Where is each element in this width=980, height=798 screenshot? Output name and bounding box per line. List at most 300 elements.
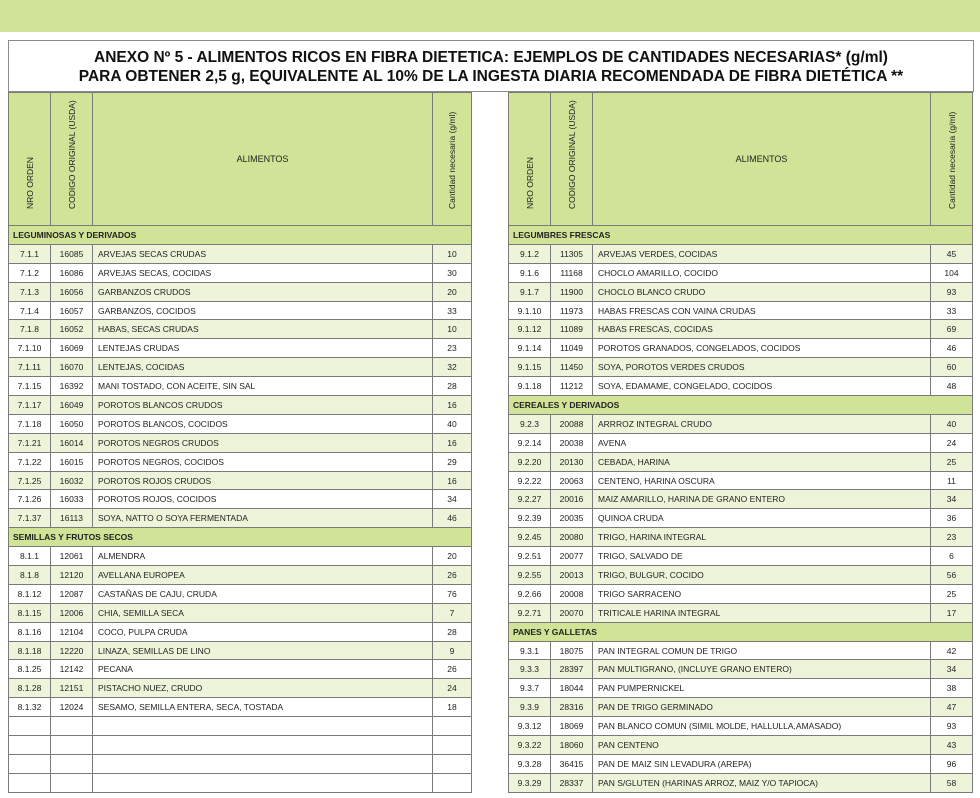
cell-nro: 7.1.26 (9, 490, 51, 509)
cell-nro: 7.1.18 (9, 414, 51, 433)
cell-code: 16014 (51, 433, 93, 452)
cell-code: 12024 (51, 698, 93, 717)
section-header-row (509, 622, 973, 641)
cell-qty: 69 (931, 320, 973, 339)
cell-food: PAN INTEGRAL COMUN DE TRIGO (593, 641, 931, 660)
cell-qty: 23 (931, 528, 973, 547)
cell-qty: 104 (931, 263, 973, 282)
section-header-row (9, 226, 472, 245)
empty-row (9, 736, 472, 755)
cell-nro: 7.1.25 (9, 471, 51, 490)
empty-cell (51, 773, 93, 792)
cell-nro: 8.1.15 (9, 603, 51, 622)
header-code: CODIGO ORIGINAL (USDA) (551, 93, 593, 226)
cell-nro: 9.2.3 (509, 414, 551, 433)
cell-code: 12220 (51, 641, 93, 660)
cell-code: 20080 (551, 528, 593, 547)
table-row (509, 509, 973, 528)
table-row (509, 358, 973, 377)
table-row (9, 320, 472, 339)
cell-qty: 34 (931, 660, 973, 679)
cell-food: AVELLANA EUROPEA (93, 566, 433, 585)
cell-nro: 7.1.17 (9, 396, 51, 415)
cell-qty: 32 (433, 358, 472, 377)
cell-food: CASTAÑAS DE CAJU, CRUDA (93, 584, 433, 603)
table-row (9, 339, 472, 358)
cell-code: 20088 (551, 414, 593, 433)
table-row (9, 641, 472, 660)
cell-code: 20016 (551, 490, 593, 509)
cell-nro: 7.1.22 (9, 452, 51, 471)
table-row (9, 584, 472, 603)
cell-food: HABAS FRESCAS, COCIDAS (593, 320, 931, 339)
cell-nro: 9.1.12 (509, 320, 551, 339)
cell-food: PAN BLANCO COMUN (SIMIL MOLDE, HALLULLA,AMASADO) (593, 717, 931, 736)
table-row (9, 433, 472, 452)
cell-qty: 29 (433, 452, 472, 471)
table-row (509, 603, 973, 622)
cell-nro: 7.1.37 (9, 509, 51, 528)
cell-code: 16033 (51, 490, 93, 509)
cell-code: 16113 (51, 509, 93, 528)
cell-code: 11973 (551, 301, 593, 320)
cell-code: 11305 (551, 244, 593, 263)
empty-cell (51, 754, 93, 773)
cell-nro: 9.3.1 (509, 641, 551, 660)
table-row (509, 339, 973, 358)
cell-food: POROTOS NEGROS CRUDOS (93, 433, 433, 452)
cell-nro: 9.1.15 (509, 358, 551, 377)
cell-nro: 9.2.51 (509, 547, 551, 566)
cell-code: 16069 (51, 339, 93, 358)
cell-qty: 47 (931, 698, 973, 717)
cell-food: TRIGO, SALVADO DE (593, 547, 931, 566)
cell-code: 16086 (51, 263, 93, 282)
section-title: LEGUMINOSAS Y DERIVADOS (9, 226, 472, 245)
cell-nro: 9.3.22 (509, 736, 551, 755)
cell-qty: 16 (433, 471, 472, 490)
table-row (509, 754, 973, 773)
cell-code: 11900 (551, 282, 593, 301)
empty-cell (51, 717, 93, 736)
cell-code: 11089 (551, 320, 593, 339)
cell-nro: 9.1.10 (509, 301, 551, 320)
section-header-row (509, 396, 973, 415)
cell-nro: 9.3.7 (509, 679, 551, 698)
section-title: LEGUMBRES FRESCAS (509, 226, 973, 245)
table-row (509, 263, 973, 282)
cell-code: 12087 (51, 584, 93, 603)
cell-food: SESAMO, SEMILLA ENTERA, SECA, TOSTADA (93, 698, 433, 717)
cell-food: LENTEJAS CRUDAS (93, 339, 433, 358)
cell-qty: 11 (931, 471, 973, 490)
cell-code: 20077 (551, 547, 593, 566)
cell-code: 16032 (51, 471, 93, 490)
cell-qty: 24 (931, 433, 973, 452)
table-row (9, 263, 472, 282)
cell-nro: 9.3.28 (509, 754, 551, 773)
cell-nro: 9.2.55 (509, 566, 551, 585)
section-title: PANES Y GALLETAS (509, 622, 973, 641)
table-row (509, 377, 973, 396)
cell-nro: 7.1.21 (9, 433, 51, 452)
empty-cell (93, 717, 433, 736)
cell-nro: 7.1.3 (9, 282, 51, 301)
cell-code: 12142 (51, 660, 93, 679)
cell-food: TRITICALE HARINA INTEGRAL (593, 603, 931, 622)
cell-qty: 46 (931, 339, 973, 358)
cell-food: PAN MULTIGRANO, (INCLUYE GRANO ENTERO) (593, 660, 931, 679)
cell-code: 20070 (551, 603, 593, 622)
table-row (509, 452, 973, 471)
table-row (509, 528, 973, 547)
cell-nro: 9.2.14 (509, 433, 551, 452)
cell-code: 12151 (51, 679, 93, 698)
header-nro: NRO ORDEN (9, 93, 51, 226)
table-row (9, 377, 472, 396)
cell-code: 12104 (51, 622, 93, 641)
empty-cell (93, 773, 433, 792)
cell-food: GARBANZOS CRUDOS (93, 282, 433, 301)
cell-food: ARRROZ INTEGRAL CRUDO (593, 414, 931, 433)
right-table (508, 92, 973, 793)
table-row (509, 282, 973, 301)
cell-food: MANI TOSTADO, CON ACEITE, SIN SAL (93, 377, 433, 396)
cell-food: PAN DE MAIZ SIN LEVADURA (AREPA) (593, 754, 931, 773)
section-header-row (9, 528, 472, 547)
cell-nro: 7.1.2 (9, 263, 51, 282)
table-row (9, 547, 472, 566)
cell-nro: 8.1.12 (9, 584, 51, 603)
left-table (8, 92, 472, 793)
table-row (9, 396, 472, 415)
table-row (509, 660, 973, 679)
cell-nro: 9.2.45 (509, 528, 551, 547)
cell-qty: 93 (931, 282, 973, 301)
cell-qty: 42 (931, 641, 973, 660)
table-row (9, 490, 472, 509)
header-qty: Cantidad necesaria (g/ml) (931, 93, 973, 226)
cell-code: 11168 (551, 263, 593, 282)
cell-qty: 76 (433, 584, 472, 603)
empty-cell (433, 736, 472, 755)
cell-qty: 16 (433, 433, 472, 452)
empty-cell (9, 736, 51, 755)
cell-qty: 28 (433, 377, 472, 396)
cell-qty: 96 (931, 754, 973, 773)
cell-nro: 8.1.1 (9, 547, 51, 566)
left-table-body (9, 226, 472, 793)
empty-cell (433, 754, 472, 773)
cell-food: POROTOS NEGROS, COCIDOS (93, 452, 433, 471)
cell-food: CEBADA, HARINA (593, 452, 931, 471)
cell-food: COCO, PULPA CRUDA (93, 622, 433, 641)
cell-qty: 30 (433, 263, 472, 282)
table-row (509, 679, 973, 698)
cell-code: 20035 (551, 509, 593, 528)
cell-nro: 8.1.16 (9, 622, 51, 641)
cell-qty: 16 (433, 396, 472, 415)
cell-food: ALMENDRA (93, 547, 433, 566)
cell-qty: 38 (931, 679, 973, 698)
empty-cell (433, 773, 472, 792)
cell-code: 11212 (551, 377, 593, 396)
cell-qty: 6 (931, 547, 973, 566)
table-row (509, 433, 973, 452)
top-banner (0, 0, 980, 32)
cell-qty: 7 (433, 603, 472, 622)
cell-food: CHOCLO BLANCO CRUDO (593, 282, 931, 301)
header-code: CODIGO ORIGINAL (USDA) (51, 93, 93, 226)
cell-food: POROTOS BLANCOS, COCIDOS (93, 414, 433, 433)
empty-row (9, 717, 472, 736)
cell-food: POROTOS GRANADOS, CONGELADOS, COCIDOS (593, 339, 931, 358)
table-row (9, 660, 472, 679)
cell-qty: 33 (931, 301, 973, 320)
cell-food: POROTOS ROJOS, COCIDOS (93, 490, 433, 509)
cell-nro: 8.1.18 (9, 641, 51, 660)
table-row (9, 244, 472, 263)
table-row (9, 414, 472, 433)
table-row (509, 717, 973, 736)
title-line-1: ANEXO Nº 5 - ALIMENTOS RICOS EN FIBRA DIETETICA: EJEMPLOS DE CANTIDADES NECESARIAS* (g/ml) (94, 49, 888, 66)
cell-food: HABAS, SECAS CRUDAS (93, 320, 433, 339)
table-row (9, 566, 472, 585)
table-row (9, 698, 472, 717)
cell-food: PAN DE TRIGO GERMINADO (593, 698, 931, 717)
cell-nro: 7.1.10 (9, 339, 51, 358)
cell-qty: 10 (433, 320, 472, 339)
cell-code: 20013 (551, 566, 593, 585)
table-row (9, 622, 472, 641)
cell-food: LENTEJAS, COCIDAS (93, 358, 433, 377)
empty-row (9, 754, 472, 773)
cell-code: 28397 (551, 660, 593, 679)
cell-code: 12061 (51, 547, 93, 566)
cell-qty: 33 (433, 301, 472, 320)
cell-food: AVENA (593, 433, 931, 452)
cell-food: PAN S/GLUTEN (HARINAS ARROZ, MAIZ Y/O TAPIOCA) (593, 773, 931, 792)
cell-code: 16057 (51, 301, 93, 320)
cell-qty: 10 (433, 244, 472, 263)
cell-qty: 40 (433, 414, 472, 433)
left-header-row (9, 93, 472, 226)
cell-food: SOYA, NATTO O SOYA FERMENTADA (93, 509, 433, 528)
table-row (509, 320, 973, 339)
cell-code: 16070 (51, 358, 93, 377)
empty-cell (433, 717, 472, 736)
cell-qty: 9 (433, 641, 472, 660)
cell-nro: 9.3.9 (509, 698, 551, 717)
empty-cell (9, 754, 51, 773)
cell-food: QUINOA CRUDA (593, 509, 931, 528)
table-row (509, 698, 973, 717)
title-line-2: PARA OBTENER 2,5 g, EQUIVALENTE AL 10% DE LA INGESTA DIARIA RECOMENDADA DE FIBRA DIETÉTICA ** (78, 68, 904, 85)
cell-code: 16052 (51, 320, 93, 339)
cell-nro: 7.1.15 (9, 377, 51, 396)
table-row (509, 584, 973, 603)
cell-nro: 9.1.6 (509, 263, 551, 282)
cell-nro: 7.1.1 (9, 244, 51, 263)
empty-cell (51, 736, 93, 755)
right-table-body (509, 226, 973, 793)
cell-qty: 36 (931, 509, 973, 528)
cell-code: 20038 (551, 433, 593, 452)
table-row (509, 566, 973, 585)
cell-nro: 9.1.14 (509, 339, 551, 358)
cell-nro: 8.1.28 (9, 679, 51, 698)
table-row (509, 471, 973, 490)
table-row (9, 603, 472, 622)
cell-code: 16015 (51, 452, 93, 471)
table-row (509, 490, 973, 509)
cell-code: 11450 (551, 358, 593, 377)
cell-food: POROTOS ROJOS CRUDOS (93, 471, 433, 490)
table-row (509, 773, 973, 792)
cell-nro: 9.2.39 (509, 509, 551, 528)
cell-code: 12120 (51, 566, 93, 585)
cell-food: SOYA, EDAMAME, CONGELADO, COCIDOS (593, 377, 931, 396)
table-row (509, 736, 973, 755)
cell-food: ARVEJAS SECAS CRUDAS (93, 244, 433, 263)
header-food: ALIMENTOS (93, 93, 433, 226)
cell-food: CHOCLO AMARILLO, COCIDO (593, 263, 931, 282)
cell-code: 20008 (551, 584, 593, 603)
cell-code: 28337 (551, 773, 593, 792)
cell-nro: 9.3.3 (509, 660, 551, 679)
cell-nro: 7.1.8 (9, 320, 51, 339)
cell-code: 28316 (551, 698, 593, 717)
cell-qty: 25 (931, 584, 973, 603)
cell-code: 20063 (551, 471, 593, 490)
empty-row (9, 773, 472, 792)
cell-food: ARVEJAS SECAS, COCIDAS (93, 263, 433, 282)
cell-qty: 18 (433, 698, 472, 717)
cell-food: PECANA (93, 660, 433, 679)
cell-nro: 9.2.66 (509, 584, 551, 603)
cell-food: CENTENO, HARINA OSCURA (593, 471, 931, 490)
cell-food: PISTACHO NUEZ, CRUDO (93, 679, 433, 698)
table-row (509, 244, 973, 263)
cell-qty: 23 (433, 339, 472, 358)
cell-food: MAIZ AMARILLO, HARINA DE GRANO ENTERO (593, 490, 931, 509)
header-food: ALIMENTOS (593, 93, 931, 226)
cell-qty: 26 (433, 660, 472, 679)
section-header-row (509, 226, 973, 245)
header-qty: Cantidad necesaria (g/ml) (433, 93, 472, 226)
cell-nro: 9.2.20 (509, 452, 551, 471)
cell-food: PAN PUMPERNICKEL (593, 679, 931, 698)
table-row (9, 452, 472, 471)
cell-nro: 7.1.4 (9, 301, 51, 320)
header-nro: NRO ORDEN (509, 93, 551, 226)
table-row (9, 282, 472, 301)
table-row (509, 641, 973, 660)
cell-code: 16392 (51, 377, 93, 396)
document-title (8, 40, 974, 92)
cell-food: HABAS FRESCAS CON VAINA CRUDAS (593, 301, 931, 320)
cell-nro: 9.3.29 (509, 773, 551, 792)
cell-code: 36415 (551, 754, 593, 773)
empty-cell (9, 773, 51, 792)
cell-nro: 9.1.18 (509, 377, 551, 396)
cell-food: GARBANZOS, COCIDOS (93, 301, 433, 320)
cell-qty: 24 (433, 679, 472, 698)
cell-food: TRIGO, HARINA INTEGRAL (593, 528, 931, 547)
cell-food: LINAZA, SEMILLAS DE LINO (93, 641, 433, 660)
cell-nro: 9.3.12 (509, 717, 551, 736)
table-row (9, 509, 472, 528)
table-row (9, 679, 472, 698)
cell-qty: 34 (433, 490, 472, 509)
cell-qty: 58 (931, 773, 973, 792)
table-row (9, 471, 472, 490)
table-row (9, 358, 472, 377)
cell-code: 16056 (51, 282, 93, 301)
section-title: SEMILLAS Y FRUTOS SECOS (9, 528, 472, 547)
cell-qty: 45 (931, 244, 973, 263)
cell-code: 18060 (551, 736, 593, 755)
cell-qty: 60 (931, 358, 973, 377)
cell-qty: 17 (931, 603, 973, 622)
empty-cell (9, 717, 51, 736)
table-row (509, 414, 973, 433)
cell-food: TRIGO SARRACENO (593, 584, 931, 603)
cell-code: 20130 (551, 452, 593, 471)
table-row (509, 547, 973, 566)
cell-nro: 8.1.25 (9, 660, 51, 679)
cell-code: 12006 (51, 603, 93, 622)
empty-cell (93, 736, 433, 755)
cell-nro: 8.1.8 (9, 566, 51, 585)
right-header-row (509, 93, 973, 226)
section-title: CEREALES Y DERIVADOS (509, 396, 973, 415)
cell-qty: 20 (433, 547, 472, 566)
cell-nro: 9.1.7 (509, 282, 551, 301)
empty-cell (93, 754, 433, 773)
table-row (9, 301, 472, 320)
cell-nro: 7.1.11 (9, 358, 51, 377)
cell-qty: 40 (931, 414, 973, 433)
cell-qty: 34 (931, 490, 973, 509)
cell-code: 18069 (551, 717, 593, 736)
cell-qty: 43 (931, 736, 973, 755)
cell-food: PAN CENTENO (593, 736, 931, 755)
cell-code: 16050 (51, 414, 93, 433)
cell-qty: 48 (931, 377, 973, 396)
cell-food: POROTOS BLANCOS CRUDOS (93, 396, 433, 415)
cell-code: 18044 (551, 679, 593, 698)
cell-qty: 25 (931, 452, 973, 471)
cell-qty: 20 (433, 282, 472, 301)
cell-nro: 8.1.32 (9, 698, 51, 717)
cell-code: 16049 (51, 396, 93, 415)
cell-qty: 46 (433, 509, 472, 528)
cell-food: TRIGO, BULGUR, COCIDO (593, 566, 931, 585)
cell-food: SOYA, POROTOS VERDES CRUDOS (593, 358, 931, 377)
cell-qty: 26 (433, 566, 472, 585)
cell-nro: 9.2.22 (509, 471, 551, 490)
cell-code: 18075 (551, 641, 593, 660)
cell-nro: 9.2.71 (509, 603, 551, 622)
table-row (509, 301, 973, 320)
cell-nro: 9.1.2 (509, 244, 551, 263)
cell-qty: 56 (931, 566, 973, 585)
cell-qty: 93 (931, 717, 973, 736)
cell-food: CHIA, SEMILLA SECA (93, 603, 433, 622)
cell-food: ARVEJAS VERDES, COCIDAS (593, 244, 931, 263)
cell-nro: 9.2.27 (509, 490, 551, 509)
